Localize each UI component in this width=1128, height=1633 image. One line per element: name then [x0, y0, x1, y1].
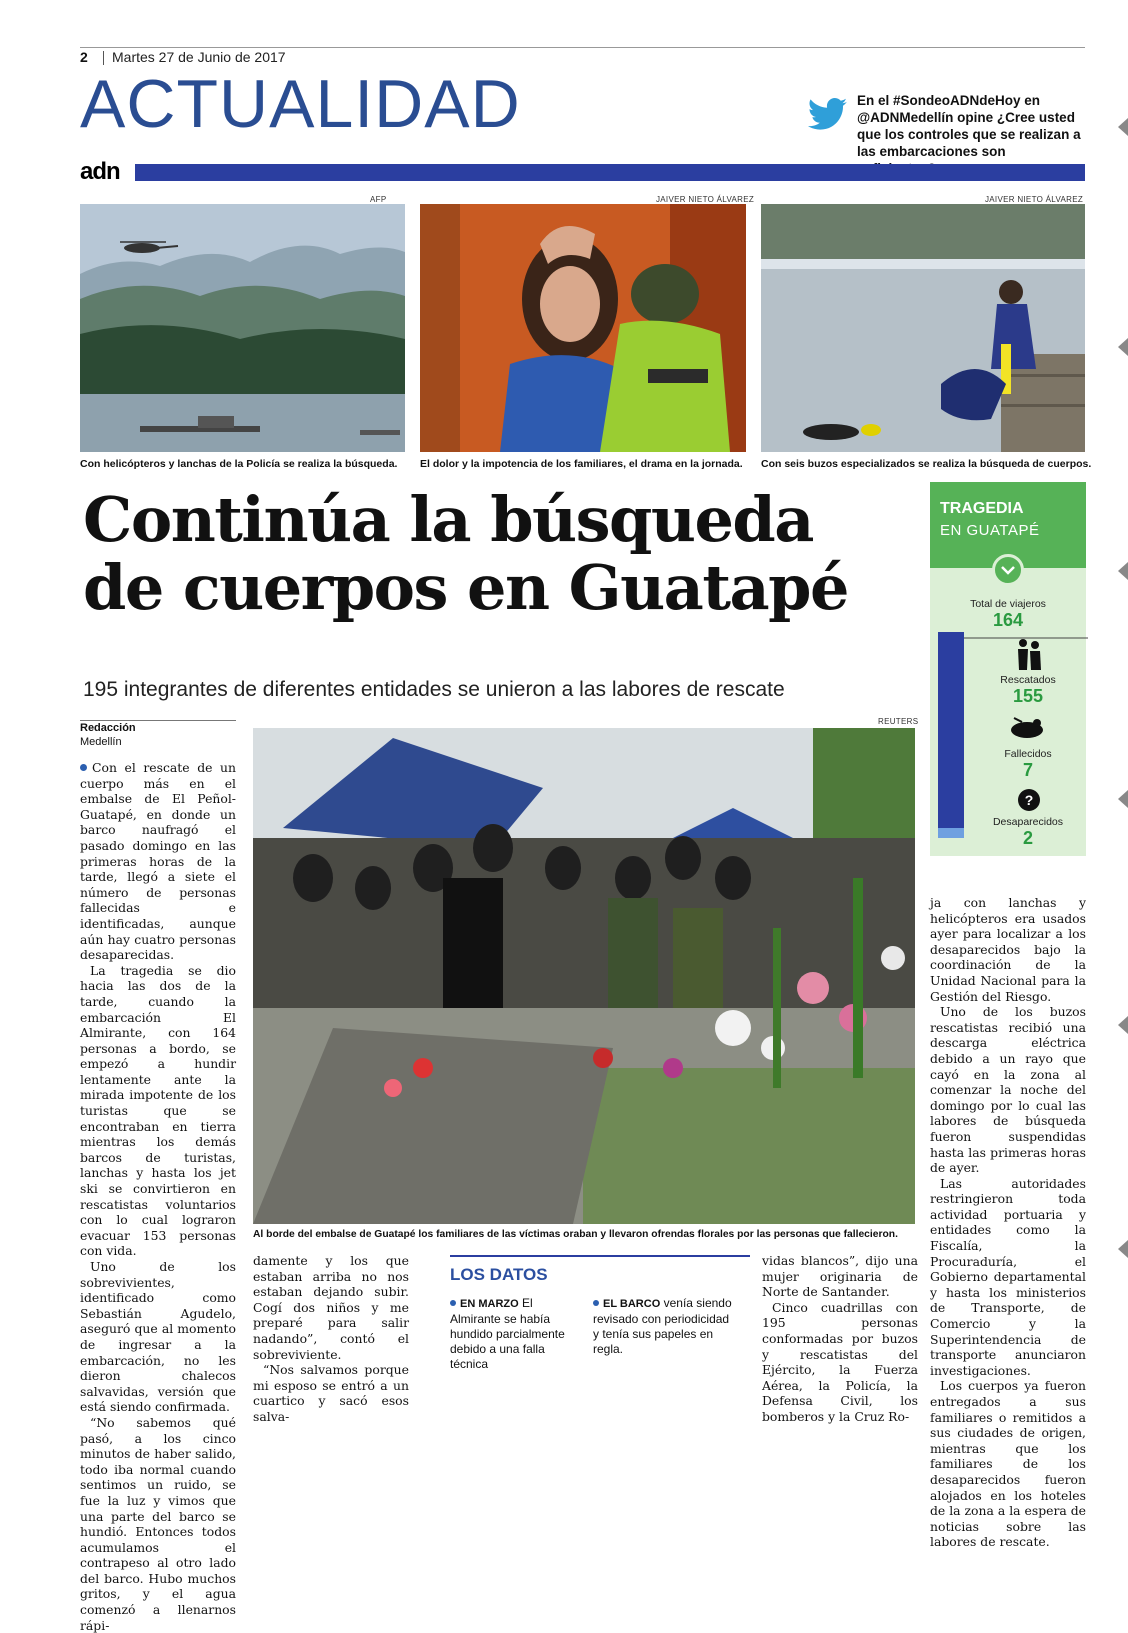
page-number: 2: [80, 49, 88, 65]
brand-bar: [135, 164, 1085, 181]
infographic-bar: [938, 632, 968, 844]
binder-mark: [1116, 790, 1128, 808]
dato-item-1: EN MARZO El Almirante se había hundido parcialmente debido a una falla técnica: [450, 1296, 565, 1371]
photo-credit-2: JAIVER NIETO ÁLVAREZ: [656, 195, 755, 204]
datos-rule: [450, 1255, 750, 1257]
photo-caption-3: Con seis buzos especializados se realiza la búsqueda de cuerpos.: [761, 458, 1092, 470]
headline-line-1: Continúa la búsqueda: [83, 483, 813, 556]
binder-mark: [1116, 1240, 1128, 1258]
infographic-title: TRAGEDIA: [940, 500, 1024, 517]
byline-location: Medellín: [80, 736, 122, 748]
subheadline: 195 integrantes de diferentes entidades se unieron a las labores de rescate: [83, 678, 785, 701]
bullet-icon: [80, 764, 87, 771]
binder-mark: [1116, 1016, 1128, 1034]
byline-author: Redacción: [80, 722, 136, 734]
paragraph: “Nos salvamos porque mi esposo se entró a un cuartico y sacó esos salva-: [253, 1362, 409, 1424]
brand-logo: adn: [80, 158, 120, 185]
issue-date: Martes 27 de Junio de 2017: [112, 49, 286, 65]
main-photo-caption: Al borde del embalse de Guatapé los familiares de las víctimas oraban y llevaron ofrendas florales por las personas que fallecieron.: [253, 1229, 898, 1240]
top-rule: [80, 47, 1085, 48]
bullet-icon: [450, 1300, 456, 1306]
photo-credit-1: AFP: [370, 195, 387, 204]
dato-item-2: EL BARCO venía siendo revisado con periodicidad y tenía sus papeles en regla.: [593, 1296, 732, 1356]
photo-credit-3: JAIVER NIETO ÁLVAREZ: [985, 195, 1084, 204]
paragraph: “No sabemos qué pasó, a los cinco minutos de haber salido, todo iba normal cuando sentimos un ruido, se fue la luz y vimos que una parte del barco se hundió. Entonces todos acumulamos el contrapeso al otro lado del barco. Hubo muchos gritos, y el agua comenzó a llenarnos rápi-: [80, 1414, 236, 1633]
stat-value-deceased: 7: [1022, 760, 1033, 780]
twitter-bird-icon: [808, 98, 848, 130]
headline: [83, 483, 923, 624]
stat-label-rescued: Rescatados: [1000, 674, 1056, 686]
binder-mark: [1116, 118, 1128, 136]
stat-label-deceased: Fallecidos: [1004, 748, 1052, 760]
main-photo-credit: REUTERS: [878, 717, 919, 726]
stat-label-total: Total de viajeros: [970, 598, 1046, 610]
section-title: ACTUALIDAD: [80, 66, 521, 142]
paragraph: La tragedia se dio hacia las dos de la tarde, cuando la embarcación El Almirante, con 164 personas a bordo, se empezó a hundir lentamente ante la mirada impotente de los turistas que se encontraban en tierra mientras los demás barcos de turistas, lanchas y hasta los jet ski se convirtieron en rescatistas voluntarios con lo cual lograron evacuar 153 personas con vida.: [80, 962, 236, 1259]
fallen-person-icon: [1010, 714, 1044, 740]
binder-mark: [1116, 338, 1128, 356]
paragraph: Con el rescate de un cuerpo más en el embalse de El Peñol-Guatapé, en donde un barco naufragó el pasado domingo en las primeras horas de la tarde, llegó a siete el número de personas fallecidas e identificadas, aunque aún hay cuatro personas desaparecidas.: [80, 760, 236, 963]
stat-label-missing: Desaparecidos: [992, 816, 1064, 828]
stat-value-rescued: 155: [1012, 686, 1044, 706]
twitter-poll-prompt: En el #SondeoADNdeHoy en @ADNMedellín opine ¿Cree usted que los controles que se realizan a las embarcaciones son: [857, 93, 1081, 159]
photo-grieving-family: [420, 204, 746, 452]
article-column-4: [930, 895, 1086, 1550]
question-head-icon: [1016, 788, 1042, 814]
chevron-down-icon: [992, 554, 1024, 586]
paragraph: Las autoridades restringieron toda actividad portuaria y entidades como la Fiscalía, la Procuraduría, el Gobierno departamental y hasta los ministerios de Transporte, de Comercio y la Superintendencia de transporte anunciaron investigaciones.: [930, 1175, 1086, 1378]
photo-caption-1: Con helicópteros y lanchas de la Policía se realiza la búsqueda.: [80, 458, 398, 470]
paragraph: Uno de los buzos rescatistas recibió una descarga eléctrica debido a un rayo que cayó en la zona al comenzar la noche del domingo por lo cual las labores de búsqueda fueron suspendidas hasta las primeras horas de ayer.: [930, 1004, 1086, 1176]
main-photo-flower-offering: [253, 728, 915, 1224]
headline-line-2: de cuerpos en Guatapé: [83, 551, 848, 624]
paragraph: Los cuerpos ya fueron entregados a sus familiares o remitidos a sus ciudades de origen, mientras que los familiares de los desaparecidos fueron alojados en los hoteles de la zona a la espera de noticias sobre las labores de rescate.: [930, 1378, 1086, 1550]
photo-divers-rescue: [761, 204, 1085, 452]
article-column-1: [80, 760, 236, 1633]
datos-title: LOS DATOS: [450, 1265, 548, 1284]
bullet-icon: [593, 1300, 599, 1306]
infographic-subtitle: EN GUATAPÉ: [940, 522, 1040, 539]
people-rescue-icon: [1014, 638, 1044, 672]
binder-mark: [1116, 562, 1128, 580]
stat-value-missing: 2: [1022, 828, 1033, 848]
photo-caption-2: El dolor y la impotencia de los familiares, el drama en la jornada.: [420, 458, 743, 470]
article-column-2: [253, 1253, 409, 1425]
paragraph: vidas blancos”, dijo una mujer originaria de Norte de Santander.: [762, 1253, 918, 1300]
page-separator: [103, 51, 104, 65]
paragraph: Cinco cuadrillas con 195 personas conformadas por buzos y rescatistas del Ejército, la Fuerza Aérea, la Policía, la Defensa Civil, los bomberos y la Cruz Ro-: [762, 1299, 918, 1424]
byline-rule: [80, 720, 236, 721]
svg-text:?: ?: [1024, 792, 1034, 808]
article-column-3: [762, 1253, 918, 1425]
photo-helicopter-lake: [80, 204, 405, 452]
infographic-tragedia: [930, 482, 1086, 856]
paragraph: damente y los que estaban arriba no nos estaban dejando subir. Cogí dos niños y me preparé para salir nadando”, contó el sobreviviente.: [253, 1253, 409, 1362]
paragraph: Uno de los sobrevivientes, identificado como Sebastián Agudelo, aseguró que al momento de ingresar a la embarcación, no les dieron chalecos salvavidas, versión que está siendo confirmada.: [80, 1259, 236, 1415]
paragraph: ja con lanchas y helicópteros era usados ayer para localizar a los desaparecidos bajo la coordinación de la Unidad Nacional para la Gestión del Riesgo.: [930, 895, 1086, 1004]
stat-value-total: 164: [992, 610, 1024, 630]
